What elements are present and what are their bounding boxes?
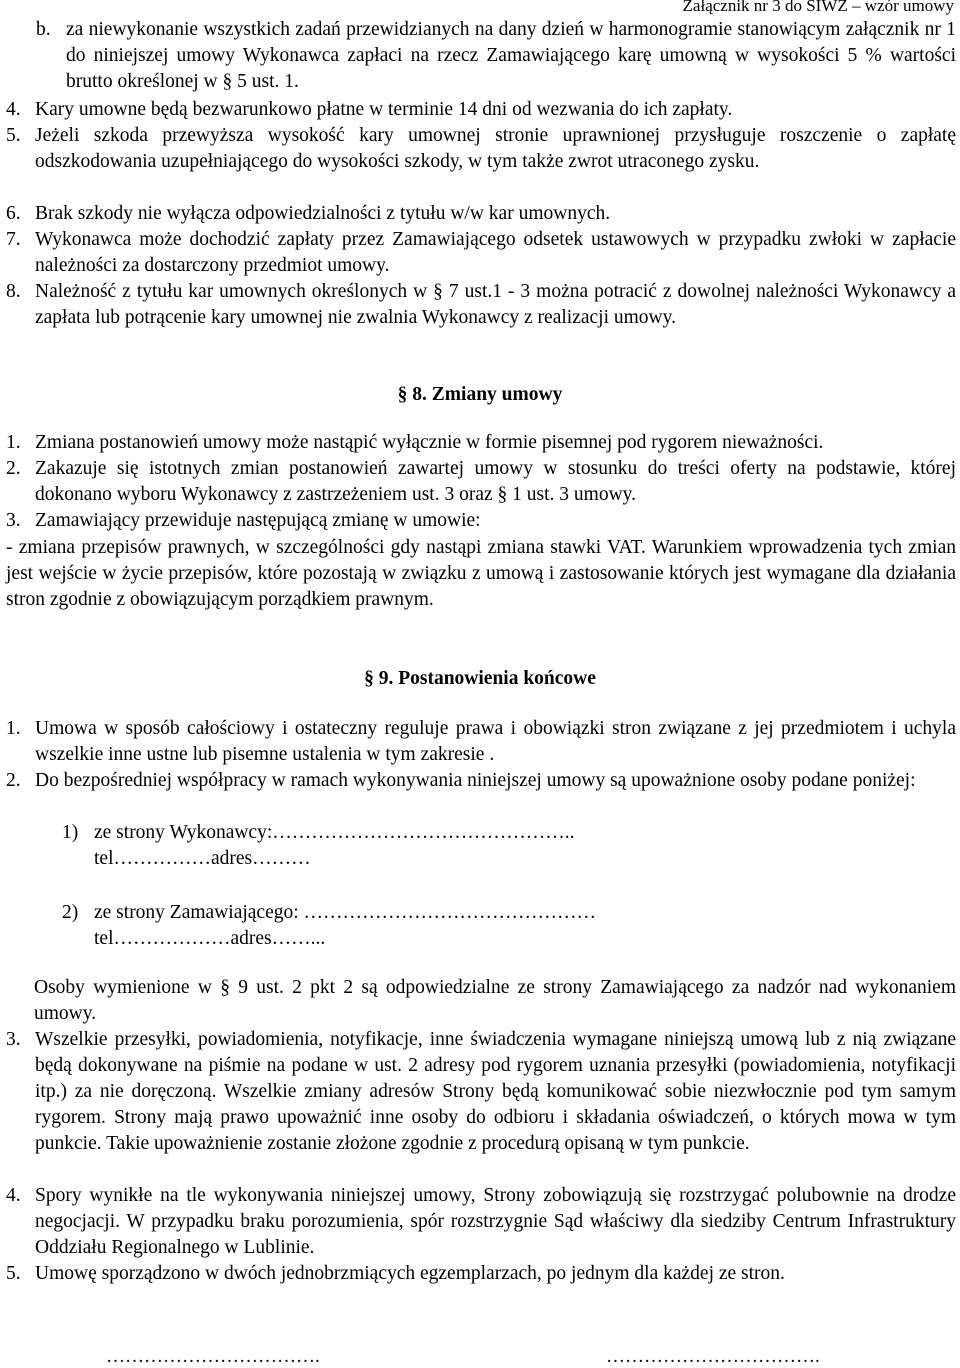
clause-7-6	[6, 201, 956, 227]
clause-text: Umowę sporządzono w dwóch jednobrzmiących egzemplarzach, po jednym dla każdej ze stron.	[35, 1263, 785, 1284]
section-9-heading: § 9. Postanowienia końcowe	[364, 668, 596, 689]
contact-tel-adres: tel……………adres………	[94, 848, 311, 869]
clause-text: Jeżeli szkoda przewyższa wysokość kary umownej stronie uprawnionej przysługuje roszczenie o zapłatę odszkodowania uzupełniającego do wysokości szkody, w tym także zwrot utraconego zysku.	[35, 125, 956, 172]
clause-number: 1.	[6, 718, 21, 739]
clause-text: Wykonawca może dochodzić zapłaty przez Zamawiającego odsetek ustawowych w przypadku zwłoki w zapłacie należności za dostarczony przedmiot umowy.	[35, 229, 956, 276]
signature-line-right: …………………………….	[606, 1346, 820, 1367]
signature-line-left: …………………………….	[106, 1346, 320, 1367]
clause-9-1	[6, 716, 956, 768]
clause-number: 3.	[6, 1029, 21, 1050]
sub-number: 1)	[62, 822, 79, 843]
clause-text: Kary umowne będą bezwarunkowo płatne w terminie 14 dni od wezwania do ich zapłaty.	[35, 99, 733, 120]
clause-8-3	[6, 508, 956, 534]
clause-text: Zmiana postanowień umowy może nastąpić wyłącznie w formie pisemnej pod rygorem nieważności.	[35, 432, 824, 453]
clause-text: Brak szkody nie wyłącza odpowiedzialności z tytułu w/w kar umownych.	[35, 203, 611, 224]
clause-number: 5.	[6, 125, 21, 146]
clause-text: Wszelkie przesyłki, powiadomienia, notyfikacje, inne świadczenia wymagane niniejszą umową lub z nią związane będą dokonywane na piśmie na podane w ust. 2 adresy pod rygorem uznania przesyłki (powiadomienia, notyfikacji itp.) za nie doręczoną. Wszelkie zmiany adresów Strony będą komunikować sobie niezwłocznie pod tym samym rygorem. Strony mają prawo upoważnić inne osoby do odbioru i składania oświadczeń, o których mowa w tym punkcie. Takie upoważnienie zostanie złożone zgodnie z procedurą opisaną w tym punkcie.	[35, 1029, 956, 1154]
clause-8-3-change: - zmiana przepisów prawnych, w szczególności gdy nastąpi zmiana stawki VAT. Warunkiem wprowadzenia tych zmian jest wejście w życie przepisów, które pozostają w związku z umową i zastosowanie których jest wymagane dla działania stron zgodnie z obowiązującym porządkiem prawnym.	[6, 537, 956, 610]
clause-number: 1.	[6, 432, 21, 453]
clause-7-8	[6, 279, 956, 331]
clause-7-4	[6, 97, 956, 123]
clause-number: b.	[36, 19, 51, 40]
clause-number: 5.	[6, 1263, 21, 1284]
clause-text: Spory wynikłe na tle wykonywania niniejszej umowy, Strony zobowiązują się rozstrzygać polubownie na drodze negocjacji. W przypadku braku porozumienia, spór rozstrzygnie Sąd właściwy dla siedziby Centrum Infrastruktury Oddziału Regionalnego w Lublinie.	[35, 1185, 956, 1258]
persons-note: Osoby wymienione w § 9 ust. 2 pkt 2 są odpowiedzialne ze strony Zamawiającego za nadzór nad wykonaniem umowy.	[34, 977, 956, 1024]
clause-7-3b	[36, 17, 956, 95]
clause-text: za niewykonanie wszystkich zadań przewidzianych na dany dzień w harmonogramie stanowiącym załącznik nr 1 do niniejszej umowy Wykonawca zapłaci na rzecz Zamawiającego karę umowną w wysokości 5 % wartości brutto określonej w § 5 ust. 1.	[66, 19, 956, 92]
contact-tel-adres: tel………………adres……...	[94, 928, 326, 949]
clause-8-2	[6, 456, 956, 508]
clause-number: 6.	[6, 203, 21, 224]
clause-8-1	[6, 430, 956, 456]
clause-9-4	[6, 1183, 956, 1261]
clause-number: 2.	[6, 458, 21, 479]
clause-7-7	[6, 227, 956, 279]
clause-text: Umowa w sposób całościowy i ostateczny reguluje prawa i obowiązki stron związane z jej przedmiotem i uchyla wszelkie inne ustne lub pisemne ustalenia w tym zakresie .	[35, 718, 956, 765]
contact-wykonawca	[62, 820, 942, 872]
contact-zamawiajacy	[62, 900, 942, 952]
clause-number: 7.	[6, 229, 21, 250]
sub-number: 2)	[62, 902, 79, 923]
clause-9-5	[6, 1261, 956, 1287]
contact-label: ze strony Zamawiającego: ………………………………………	[94, 902, 597, 923]
clause-7-5	[6, 123, 956, 175]
clause-number: 4.	[6, 99, 21, 120]
clause-number: 2.	[6, 770, 21, 791]
clause-number: 3.	[6, 510, 21, 531]
clause-text: Zakazuje się istotnych zmian postanowień zawartej umowy w stosunku do treści oferty na podstawie, której dokonano wyboru Wykonawcy z zastrzeżeniem ust. 3 oraz § 1 ust. 3 umowy.	[35, 458, 956, 505]
document-header: Załącznik nr 3 do SIWZ – wzór umowy	[682, 0, 954, 15]
clause-9-3	[6, 1027, 956, 1157]
clause-number: 4.	[6, 1185, 21, 1206]
clause-text: Zamawiający przewiduje następującą zmianę w umowie:	[35, 510, 481, 531]
section-8-heading: § 8. Zmiany umowy	[397, 384, 563, 405]
clause-9-2	[6, 768, 956, 794]
contact-label: ze strony Wykonawcy:………………………………………..	[94, 822, 575, 843]
clause-text: Do bezpośredniej współpracy w ramach wykonywania niniejszej umowy są upoważnione osoby podane poniżej:	[35, 770, 916, 791]
clause-text: Należność z tytułu kar umownych określonych w § 7 ust.1 - 3 można potracić z dowolnej należności Wykonawcy a zapłata lub potrącenie kary umownej nie zwalnia Wykonawcy z realizacji umowy.	[35, 281, 956, 328]
clause-number: 8.	[6, 281, 21, 302]
